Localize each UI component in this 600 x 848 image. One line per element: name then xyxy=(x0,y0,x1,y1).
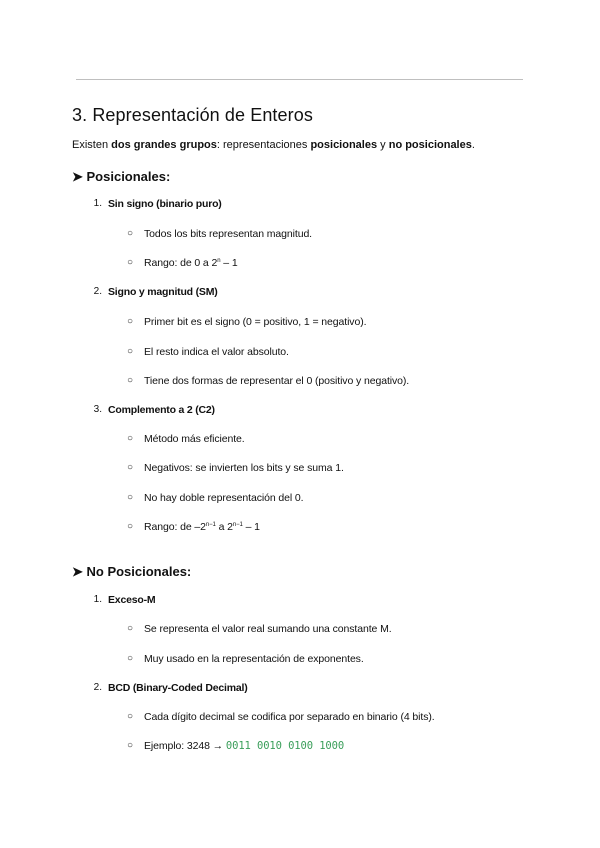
heading-no-posicionales: ➤ No Posicionales: xyxy=(72,564,192,579)
bullet-icon: ○ xyxy=(127,653,134,664)
bullet-icon: ○ xyxy=(127,492,134,503)
range-text: Rango: de 0 a 2 xyxy=(144,257,218,269)
bullet-icon: ○ xyxy=(127,462,134,473)
intro-text: : representaciones xyxy=(216,139,311,151)
bullet-icon: ○ xyxy=(127,316,134,327)
intro-text: Existen xyxy=(72,139,112,151)
list-number: 1. xyxy=(93,198,102,209)
bullet-icon: ○ xyxy=(127,433,134,444)
bullet-icon: ○ xyxy=(127,375,134,386)
list-item: El resto indica el valor absoluto. xyxy=(144,346,289,358)
bcd-example xyxy=(144,740,344,752)
range-text: – 1 xyxy=(220,257,238,269)
intro-text: y xyxy=(377,139,389,151)
bullet-icon: ○ xyxy=(127,711,134,722)
list-item: Se representa el valor real sumando una constante M. xyxy=(144,623,392,635)
list-item: Cada dígito decimal se codifica por separado en binario (4 bits). xyxy=(144,711,435,723)
heading-posicionales: ➤ Posicionales: xyxy=(72,169,171,184)
list-number: 2. xyxy=(93,286,102,297)
range-text: Rango: de –2 xyxy=(144,521,206,533)
list-item: No hay doble representación del 0. xyxy=(144,492,304,504)
bullet-icon: ○ xyxy=(127,623,134,634)
list-item: Tiene dos formas de representar el 0 (positivo y negativo). xyxy=(144,375,410,387)
range-exponent: n−1 xyxy=(232,522,243,528)
list-number: 2. xyxy=(93,682,102,693)
bullet-icon: ○ xyxy=(127,257,134,268)
example-text: Ejemplo: 3248 → xyxy=(144,740,226,752)
list-number: 3. xyxy=(93,404,102,415)
bullet-icon: ○ xyxy=(127,521,134,532)
list-number: 1. xyxy=(93,594,102,605)
intro-text: . xyxy=(471,139,475,151)
list-item: Muy usado en la representación de exponentes. xyxy=(144,653,364,665)
item-title-sin-signo: Sin signo (binario puro) xyxy=(108,198,222,210)
example-code: 0011 0010 0100 1000 xyxy=(225,740,345,752)
list-item: Método más eficiente. xyxy=(144,433,245,445)
horizontal-rule xyxy=(76,79,523,80)
item-title-complemento-2: Complemento a 2 (C2) xyxy=(108,404,215,416)
bullet-icon: ○ xyxy=(127,228,134,239)
item-title-signo-magnitud: Signo y magnitud (SM) xyxy=(108,286,218,298)
list-item: Primer bit es el signo (0 = positivo, 1 = negativo). xyxy=(144,316,367,328)
section-title: 3. Representación de Enteros xyxy=(72,105,313,125)
range-complemento-2 xyxy=(144,521,260,533)
range-sin-signo xyxy=(144,257,238,269)
range-text: – 1 xyxy=(242,521,260,533)
list-item: Negativos: se invierten los bits y se suma 1. xyxy=(144,462,344,474)
bullet-icon: ○ xyxy=(127,346,134,357)
intro-bold-groups: dos grandes grupos xyxy=(111,139,217,151)
list-item: Todos los bits representan magnitud. xyxy=(144,228,312,240)
item-title-exceso-m: Exceso-M xyxy=(108,594,156,606)
range-exponent: n−1 xyxy=(205,522,216,528)
intro-bold-posicionales: posicionales xyxy=(310,139,378,151)
intro-bold-no-posicionales: no posicionales xyxy=(388,139,472,151)
bullet-icon: ○ xyxy=(127,740,134,751)
intro-paragraph xyxy=(72,139,475,151)
range-text: a 2 xyxy=(215,521,233,533)
range-exponent: n xyxy=(217,258,221,264)
item-title-bcd: BCD (Binary-Coded Decimal) xyxy=(108,682,248,694)
